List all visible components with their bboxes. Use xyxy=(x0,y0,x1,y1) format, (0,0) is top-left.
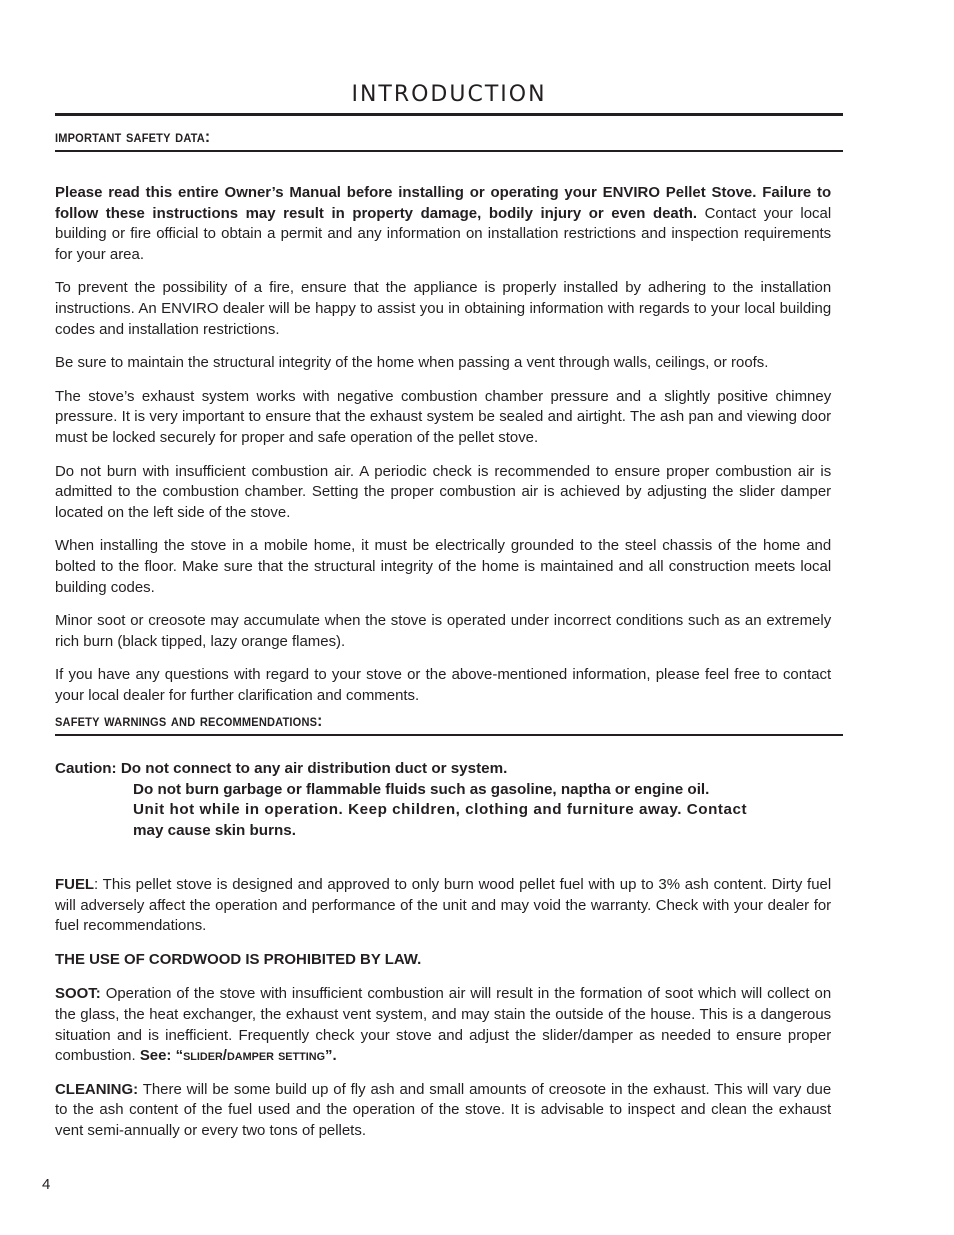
section-divider xyxy=(55,150,843,152)
paragraph-text: : This pellet stove is designed and approved to only burn wood pellet fuel with up to 3% ash content. Dirty fuel will adversely affect the operation and performance of the unit and may void the warranty. Check with your dealer for fuel recommendations. xyxy=(55,876,832,935)
paragraph-soot xyxy=(55,984,831,1066)
paragraph-prevent-fire: To prevent the possibility of a fire, ensure that the appliance is properly installed by adhering to the installation instructions. An ENVIRO dealer will be happy to assist you in obtaining information with regards to your local building codes and installation restrictions. xyxy=(55,279,832,338)
paragraph-cleaning xyxy=(55,1080,831,1142)
section-body-safety-warnings xyxy=(55,875,843,1142)
title-divider xyxy=(55,113,843,116)
paragraph-lead-bold: FUEL xyxy=(55,876,95,893)
caution-first-line-text: Do not connect to any air distribution duct or system. xyxy=(120,760,508,777)
paragraph-fuel xyxy=(55,875,831,937)
paragraph-read-manual xyxy=(55,183,831,265)
paragraph-text: Operation of the stove with insufficient combustion air will result in the formation of soot which will collect on the glass, the heat exchanger, the exhaust vent system, and may stain the outside of the house. This is a dangerous situation and is inefficient. Frequently check your stove and adjust the slider/damper as needed to ensure proper combustion. xyxy=(55,985,832,1065)
paragraph-combustion-air: Do not burn with insufficient combustion air. A periodic check is recommended to ensure proper combustion air is admitted to the combustion chamber. Setting the proper combustion air is achieved by adjusting the slider damper located on the left side of the stove. xyxy=(55,462,832,521)
caution-block xyxy=(55,759,843,841)
see-reference-title: slider/damper setting xyxy=(183,1047,326,1065)
caution-line: Do not burn garbage or flammable fluids such as gasoline, naptha or engine oil. xyxy=(133,780,710,798)
caution-line: may cause skin burns. xyxy=(133,821,296,839)
page-title: introduction xyxy=(351,73,547,109)
section-heading-safety-warnings xyxy=(55,711,843,736)
paragraph-questions: If you have any questions with regard to your stove or the above-mentioned information, please feel free to contact your local dealer for further clarification and comments. xyxy=(55,666,832,704)
paragraph-structural-integrity: Be sure to maintain the structural integrity of the home when passing a vent through walls, ceilings, or roofs. xyxy=(55,354,769,372)
section-body-important-safety-data xyxy=(55,183,843,706)
caution-first-line xyxy=(55,759,843,780)
page-number: 4 xyxy=(42,1176,51,1193)
title-block xyxy=(55,73,843,116)
paragraph-cordwood xyxy=(55,950,831,971)
paragraph-minor-soot: Minor soot or creosote may accumulate when the stove is operated under incorrect conditions such as an extremely rich burn (black tipped, lazy orange flames). xyxy=(55,612,832,650)
see-reference-suffix: ”. xyxy=(325,1047,337,1065)
paragraph-text: There will be some build up of fly ash and small amounts of creosote in the exhaust. This will vary due to the ash content of the fuel used and the operation of the stove. It is advisable to inspect and clean the exhaust vent semi-annually or every two tons of pellets. xyxy=(55,1080,832,1139)
caution-line: Unit hot while in operation. Keep children, clothing and furniture away. Contact xyxy=(133,801,748,819)
paragraph-lead-bold: Please read this entire Owner’s Manual before installing or operating your ENVIRO Pellet Stove. Failure to follow these instructions may result in property damage, bodily injury or even death. xyxy=(55,184,832,222)
paragraph-all-bold: THE USE OF CORDWOOD IS PROHIBITED BY LAW. xyxy=(55,950,422,968)
paragraph-lead-bold: SOOT: xyxy=(55,985,101,1003)
paragraph-mobile-home: When installing the stove in a mobile home, it must be electrically grounded to the steel chassis of the home and bolted to the floor. Make sure that the structural integrity of the home is maintained and all construction meets local building codes. xyxy=(55,537,832,596)
paragraph-exhaust-system: The stove’s exhaust system works with negative combustion chamber pressure and a slightly positive chimney pressure. It is very important to ensure that the exhaust system be sealed and airtight. The ash pan and viewing door must be locked securely for proper and safe operation of the pellet stove. xyxy=(55,387,832,446)
paragraph-text: Contact your local building or fire official to obtain a permit and any information on installation restrictions and inspection requirements for your area. xyxy=(55,204,832,263)
section-heading-label: safety warnings and recommendations: xyxy=(55,711,323,730)
section-divider xyxy=(55,734,843,736)
caution-label: Caution: xyxy=(55,760,117,777)
see-reference-prefix: See: “ xyxy=(139,1047,184,1065)
paragraph-lead-bold: CLEANING: xyxy=(55,1080,139,1098)
section-heading-important-safety-data xyxy=(55,127,843,152)
section-heading-label: important safety data: xyxy=(55,127,211,146)
